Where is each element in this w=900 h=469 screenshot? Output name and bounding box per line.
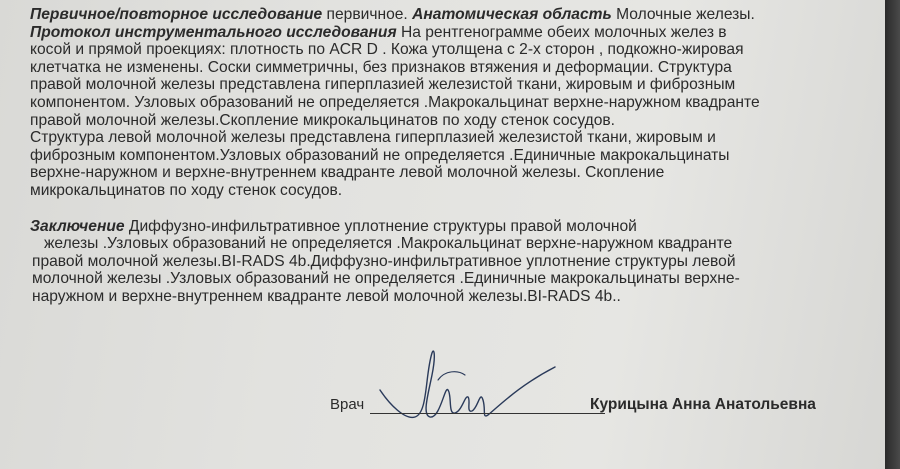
- signature-underline: [370, 413, 605, 414]
- report-body: [30, 6, 878, 306]
- protocol-line: микрокальцинатов по ходу стенок сосудов.: [30, 181, 343, 199]
- protocol-first-text: На рентгенограмме обеих молочных желез в: [396, 23, 727, 41]
- conclusion-line: железы .Узловых образований не определяется .Макрокальцинат верхне-наружном квадранте: [44, 235, 733, 253]
- protocol-header-line: [30, 24, 878, 42]
- protocol-line: компонентом. Узловых образований не определяется .Макрокальцинат верхне-наружном квадранте: [30, 93, 760, 111]
- conclusion-line: молочной железы .Узловых образований не определяется .Единичные макрокальцинаты верхне-: [32, 270, 740, 288]
- protocol-line: Структура левой молочной железы представлена гиперплазией железистой ткани, жировым и: [30, 129, 716, 147]
- conclusion-header-line: [30, 218, 878, 236]
- anatomic-area-value: Молочные железы.: [611, 6, 755, 23]
- protocol-line: клетчатка не изменены. Соски симметричны, без признаков втяжения и деформации. Структура: [30, 58, 732, 76]
- protocol-line: правой молочной железы представлена гиперплазией железистой ткани, жировым и фиброзным: [30, 76, 736, 94]
- study-type-label: Первичное/повторное исследование: [30, 6, 323, 23]
- section-gap: [30, 200, 878, 218]
- protocol-line: фиброзным компонентом.Узловых образований не определяется .Единичные макрокальцинаты: [30, 146, 730, 164]
- protocol-line: верхне-наружном и верхне-внутреннем квадранте левой молочной железы. Скопление: [30, 164, 665, 182]
- conclusion-line: правой молочной железы.BI-RADS 4b.Диффузно-инфильтративное уплотнение структуры левой: [32, 252, 736, 270]
- conclusion-first-text: Диффузно-инфильтративное уплотнение структуры правой молочной: [124, 217, 637, 235]
- anatomic-area-label: Анатомическая область: [412, 6, 612, 23]
- protocol-line: правой молочной железы.Скопление микрокальцинатов по ходу стенок сосудов.: [30, 111, 616, 129]
- conclusion-label: Заключение: [30, 217, 125, 235]
- study-type-value: первичное.: [322, 6, 413, 23]
- doctor-role-label: Врач: [330, 396, 365, 413]
- background-edge: [885, 0, 900, 469]
- protocol-line: косой и прямой проекциях: плотность по ACR D . Кожа утолщена с 2-х сторон , подкожно-жировая: [30, 41, 744, 59]
- signature-line: [330, 396, 850, 418]
- conclusion-line: наружном и верхне-внутреннем квадранте левой молочной железы.BI-RADS 4b..: [32, 287, 621, 305]
- protocol-label: Протокол инструментального исследования: [30, 23, 397, 41]
- header-line: [30, 6, 878, 24]
- doctor-name: Курицына Анна Анатольевна: [590, 396, 816, 413]
